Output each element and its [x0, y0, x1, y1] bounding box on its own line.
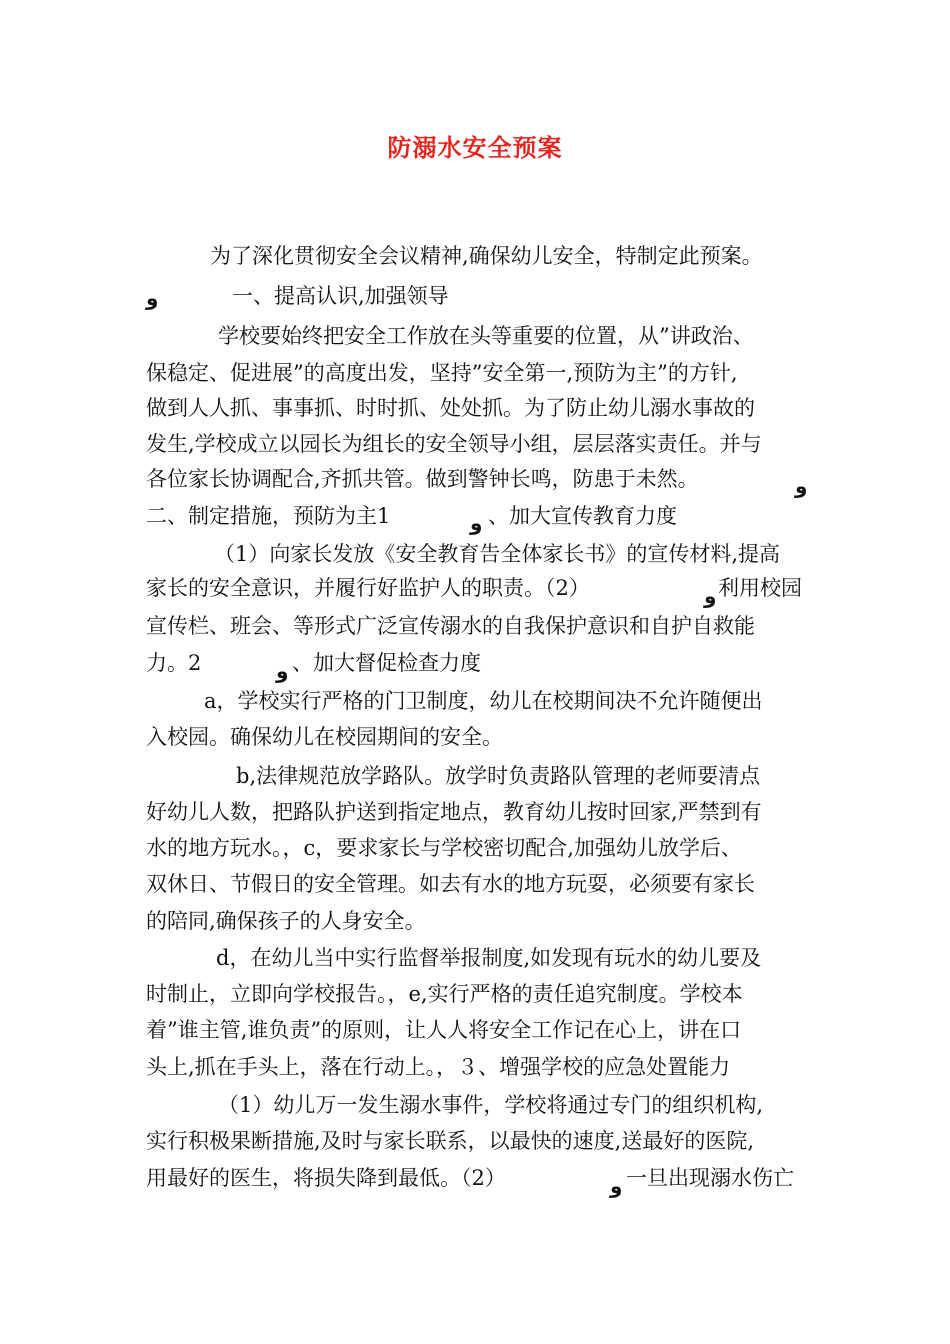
paragraph-line: 实行积极果断措施,及时与家长联系，以最快的速度,送最好的医院,: [146, 1129, 755, 1153]
paragraph-line: 一旦出现溺水伤亡: [626, 1166, 794, 1190]
paragraph-line: 好幼儿人数，把路队护送到指定地点，教育幼儿按时回家,严禁到有: [146, 800, 762, 824]
stray-mark: و: [146, 286, 159, 310]
subsection-heading: 、加大督促检查力度: [292, 651, 481, 675]
paragraph-line: 保稳定、促进展”的高度出发，坚持”安全第一,预防为主”的方针,: [146, 361, 738, 385]
document-title: 防溺水安全预案: [387, 133, 563, 162]
paragraph-line: 入校园。确保幼儿在校园期间的安全。: [146, 725, 503, 749]
stray-mark: و: [276, 659, 289, 683]
paragraph-line: 的陪同,确保孩子的人身安全。: [146, 909, 426, 933]
paragraph-line: 做到人人抓、事事抓、时时抓、处处抓。为了防止幼儿溺水事故的: [146, 396, 755, 420]
paragraph-line: 着”谁主管,谁负责”的原则，让人人将安全工作记在心上，讲在口: [146, 1018, 742, 1042]
paragraph-line: 发生,学校成立以园长为组长的安全领导小组，层层落实责任。并与: [146, 432, 762, 456]
section-heading: 二、制定措施，预防为主1: [146, 504, 391, 528]
paragraph-line: 学校要始终把安全工作放在头等重要的位置，从”讲政治、: [218, 324, 754, 348]
stray-mark: و: [470, 511, 483, 535]
paragraph-line: 双休日、节假日的安全管理。如去有水的地方玩耍，必须要有家长: [146, 872, 755, 896]
paragraph-line: 利用校园: [718, 576, 802, 600]
paragraph-line: 头上,抓在手头上，落在行动上。，３、增强学校的应急处置能力: [146, 1055, 731, 1079]
paragraph-line: 时制止，立即向学校报告。，e,实行严格的责任追究制度。学校本: [146, 982, 743, 1006]
subsection-heading: 、加大宣传教育力度: [488, 504, 677, 528]
paragraph-line: （1）幼儿万一发生溺水事件，学校将通过专门的组织机构,: [218, 1093, 764, 1117]
paragraph-line: b,法律规范放学路队。放学时负责路队管理的老师要清点: [236, 764, 761, 788]
stray-mark: و: [795, 474, 808, 498]
paragraph-line: 宣传栏、班会、等形式广泛宣传溺水的自我保护意识和自护自救能: [146, 614, 755, 638]
paragraph-line: 用最好的医生，将损失降到最低。（2）: [146, 1166, 506, 1190]
paragraph-line: 家长的安全意识，并履行好监护人的职责。（2）: [146, 576, 590, 600]
paragraph-line: 为了深化贯彻安全会议精神,确保幼儿安全，特制定此预案。: [210, 244, 763, 268]
paragraph-line: 力。2: [146, 651, 202, 675]
paragraph-line: d，在幼儿当中实行监督举报制度,如发现有玩水的幼儿要及: [216, 946, 762, 970]
paragraph-line: （1）向家长发放《安全教育告全体家长书》的宣传材料,提高: [214, 542, 781, 566]
stray-mark: و: [704, 584, 717, 608]
paragraph-line: 各位家长协调配合,齐抓共管。做到警钟长鸣，防患于未然。: [146, 467, 699, 491]
stray-mark: و: [610, 1174, 623, 1198]
section-heading: 一、提高认识,加强领导: [232, 284, 449, 308]
paragraph-line: a，学校实行严格的门卫制度，幼儿在校期间决不允许随便出: [204, 689, 763, 713]
paragraph-line: 水的地方玩水。，c，要求家长与学校密切配合,加强幼儿放学后、: [146, 836, 742, 860]
